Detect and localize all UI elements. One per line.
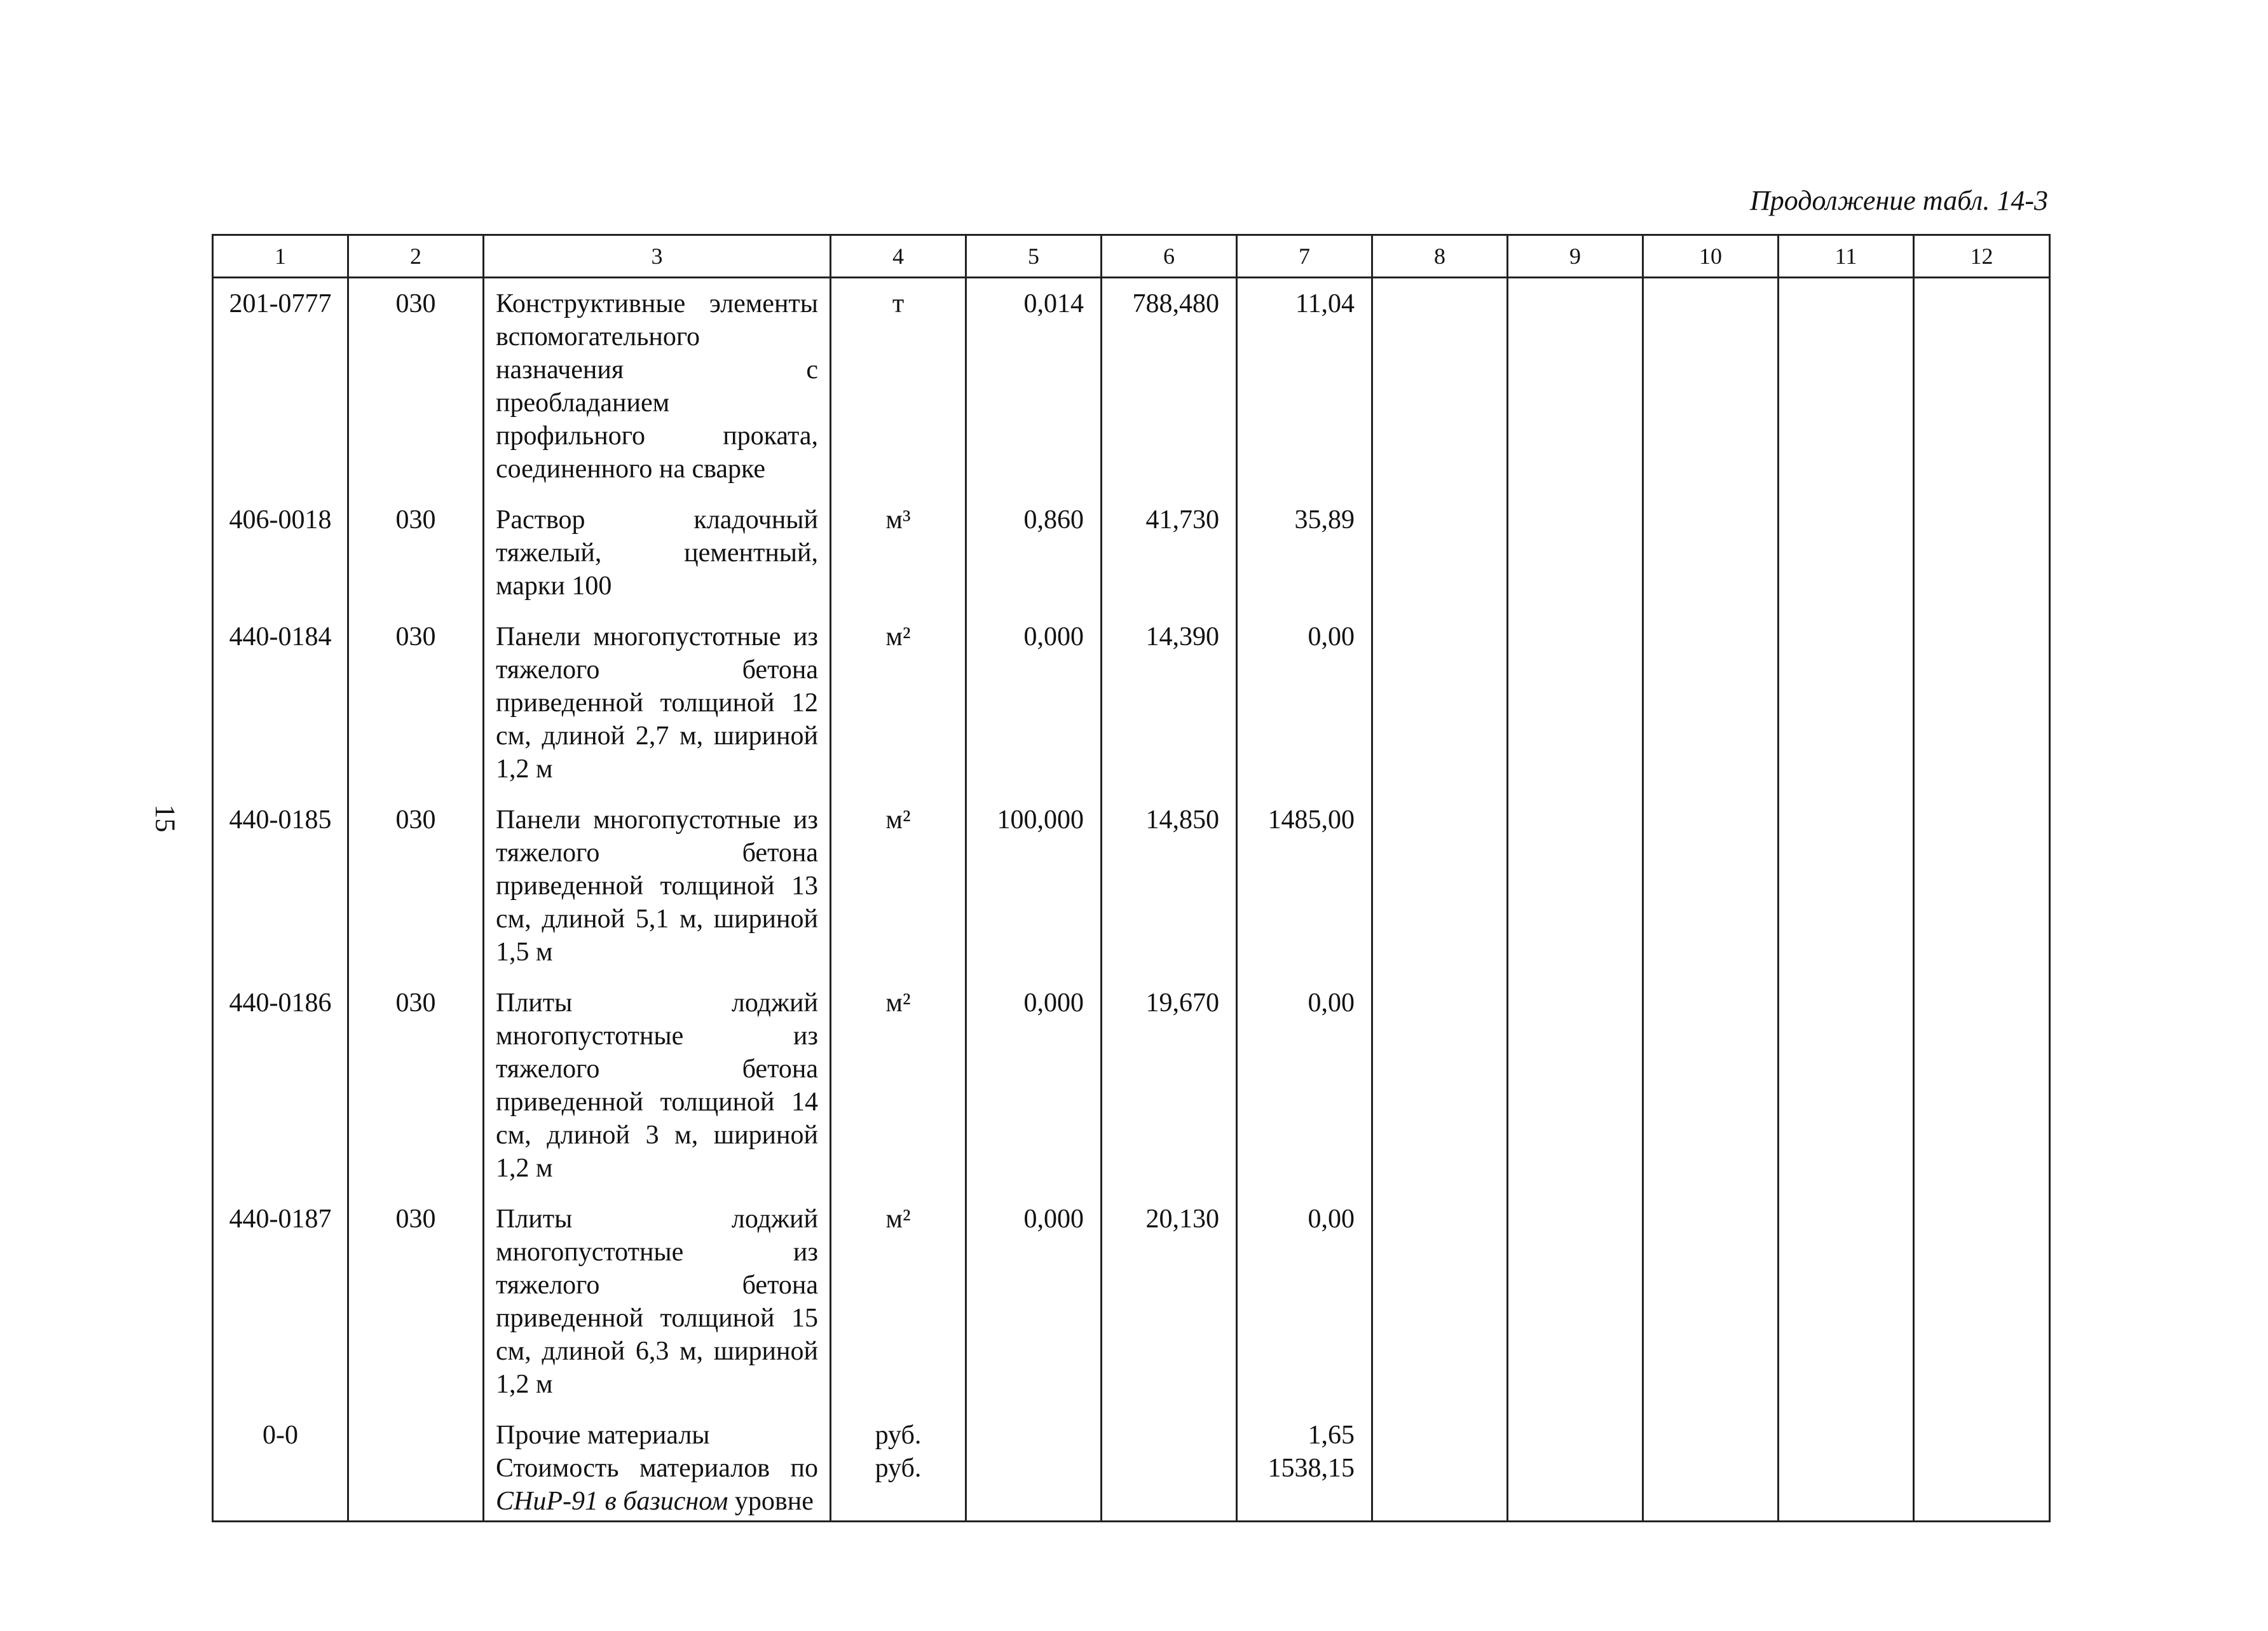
table-row <box>213 278 2050 495</box>
cell-empty <box>1372 495 1508 611</box>
column-header-5: 5 <box>966 235 1102 278</box>
table-body <box>213 278 2050 1522</box>
cell-empty <box>1372 1410 1508 1522</box>
cell-unit-code <box>348 1410 484 1522</box>
cell-empty <box>1914 495 2050 611</box>
cell-unit: м² <box>831 795 966 978</box>
cell-empty <box>1779 1410 1914 1522</box>
cell-empty <box>1372 795 1508 978</box>
column-header-7: 7 <box>1237 235 1372 278</box>
cell-unit-code: 030 <box>348 611 484 795</box>
table-row-final <box>213 1410 2050 1522</box>
column-header-11: 11 <box>1779 235 1914 278</box>
cell-unit-code: 030 <box>348 795 484 978</box>
cell-total: 1485,00 <box>1237 795 1372 978</box>
cell-empty <box>1508 611 1643 795</box>
column-header-2: 2 <box>348 235 484 278</box>
materials-table <box>212 234 2051 1522</box>
cell-empty <box>1779 611 1914 795</box>
total-cost: 1538,15 <box>1267 1454 1355 1483</box>
cell-total: 0,00 <box>1237 978 1372 1194</box>
header-row <box>213 235 2050 278</box>
table-row <box>213 495 2050 611</box>
column-header-1: 1 <box>213 235 348 278</box>
total-other: 1,65 <box>1308 1421 1355 1450</box>
cell-empty <box>1914 611 2050 795</box>
cell-price: 19,670 <box>1102 978 1237 1194</box>
cell-name <box>484 1410 831 1522</box>
cell-quantity <box>966 1410 1102 1522</box>
cell-empty <box>1643 611 1779 795</box>
cell-quantity: 100,000 <box>966 795 1102 978</box>
cell-quantity: 0,014 <box>966 278 1102 495</box>
cell-total: 0,00 <box>1237 1194 1372 1410</box>
cell-empty <box>1643 495 1779 611</box>
cell-name: Плиты лоджий многопустотные из тяжелого бетона приведенной толщиной 14 см, длиной 3 м, шириной 1,2 м <box>484 978 831 1194</box>
cell-unit: м² <box>831 978 966 1194</box>
cell-empty <box>1914 1194 2050 1410</box>
unit-cost: руб. <box>875 1454 922 1483</box>
cell-code: 440-0185 <box>213 795 348 978</box>
cell-price: 788,480 <box>1102 278 1237 495</box>
cell-empty <box>1643 278 1779 495</box>
cell-price: 20,130 <box>1102 1194 1237 1410</box>
cell-unit-code: 030 <box>348 978 484 1194</box>
cell-unit: т <box>831 278 966 495</box>
cell-quantity: 0,000 <box>966 1194 1102 1410</box>
cell-name: Конструктивные элементы вспомогательного назначения с преобладанием профильного проката, соединенного на сварке <box>484 278 831 495</box>
name-cost-suffix: уровне <box>734 1487 814 1516</box>
name-cost-prefix: Стоимость материалов по <box>496 1454 818 1483</box>
cell-code: 440-0187 <box>213 1194 348 1410</box>
cell-total: 11,04 <box>1237 278 1372 495</box>
cell-total: 35,89 <box>1237 495 1372 611</box>
cell-empty <box>1508 1194 1643 1410</box>
cell-unit: м³ <box>831 495 966 611</box>
table-row <box>213 795 2050 978</box>
cell-empty <box>1372 1194 1508 1410</box>
cell-empty <box>1508 1410 1643 1522</box>
cell-total: 0,00 <box>1237 611 1372 795</box>
page-number: 15 <box>149 804 181 833</box>
cell-name: Раствор кладочный тяжелый, цементный, марки 100 <box>484 495 831 611</box>
name-cost-italic: СНиР-91 в базисном <box>496 1487 728 1516</box>
cell-empty <box>1508 978 1643 1194</box>
cell-unit-code: 030 <box>348 1194 484 1410</box>
cell-empty <box>1643 1194 1779 1410</box>
column-header-3: 3 <box>484 235 831 278</box>
cell-name: Панели многопустотные из тяжелого бетона приведенной толщиной 12 см, длиной 2,7 м, шириной 1,2 м <box>484 611 831 795</box>
cell-empty <box>1508 278 1643 495</box>
cell-code: 440-0184 <box>213 611 348 795</box>
cell-code: 406-0018 <box>213 495 348 611</box>
cell-empty <box>1914 278 2050 495</box>
cell-quantity: 0,000 <box>966 978 1102 1194</box>
cell-price: 14,850 <box>1102 795 1237 978</box>
cell-empty <box>1779 978 1914 1194</box>
cell-empty <box>1372 611 1508 795</box>
column-header-12: 12 <box>1914 235 2050 278</box>
table-caption: Продолжение табл. 14-3 <box>1750 185 2048 216</box>
table-row <box>213 978 2050 1194</box>
unit-other: руб. <box>875 1421 922 1450</box>
cell-empty <box>1914 978 2050 1194</box>
cell-empty <box>1914 795 2050 978</box>
table-row <box>213 1194 2050 1410</box>
cell-quantity: 0,860 <box>966 495 1102 611</box>
cell-unit-code: 030 <box>348 495 484 611</box>
cell-empty <box>1372 278 1508 495</box>
column-header-6: 6 <box>1102 235 1237 278</box>
column-header-9: 9 <box>1508 235 1643 278</box>
cell-empty <box>1643 1410 1779 1522</box>
cell-unit-code: 030 <box>348 278 484 495</box>
column-header-4: 4 <box>831 235 966 278</box>
cell-empty <box>1779 1194 1914 1410</box>
column-header-8: 8 <box>1372 235 1508 278</box>
cell-unit: м² <box>831 1194 966 1410</box>
cell-quantity: 0,000 <box>966 611 1102 795</box>
name-other-materials: Прочие материалы <box>496 1421 710 1450</box>
cell-code: 0-0 <box>213 1410 348 1522</box>
cell-empty <box>1372 978 1508 1194</box>
cell-empty <box>1779 795 1914 978</box>
cell-empty <box>1508 795 1643 978</box>
cell-unit: м² <box>831 611 966 795</box>
cell-name: Панели многопустотные из тяжелого бетона приведенной толщиной 13 см, длиной 5,1 м, шириной 1,5 м <box>484 795 831 978</box>
cell-name: Плиты лоджий многопустотные из тяжелого бетона приведенной толщиной 15 см, длиной 6,3 м, шириной 1,2 м <box>484 1194 831 1410</box>
table-row <box>213 611 2050 795</box>
cell-price: 14,390 <box>1102 611 1237 795</box>
cell-code: 440-0186 <box>213 978 348 1194</box>
cell-empty <box>1779 278 1914 495</box>
cell-empty <box>1643 978 1779 1194</box>
column-header-10: 10 <box>1643 235 1779 278</box>
cell-empty <box>1779 495 1914 611</box>
cell-price: 41,730 <box>1102 495 1237 611</box>
cell-empty <box>1914 1410 2050 1522</box>
cell-price <box>1102 1410 1237 1522</box>
cell-code: 201-0777 <box>213 278 348 495</box>
cell-empty <box>1508 495 1643 611</box>
cell-unit <box>831 1410 966 1522</box>
cell-total <box>1237 1410 1372 1522</box>
cell-empty <box>1643 795 1779 978</box>
